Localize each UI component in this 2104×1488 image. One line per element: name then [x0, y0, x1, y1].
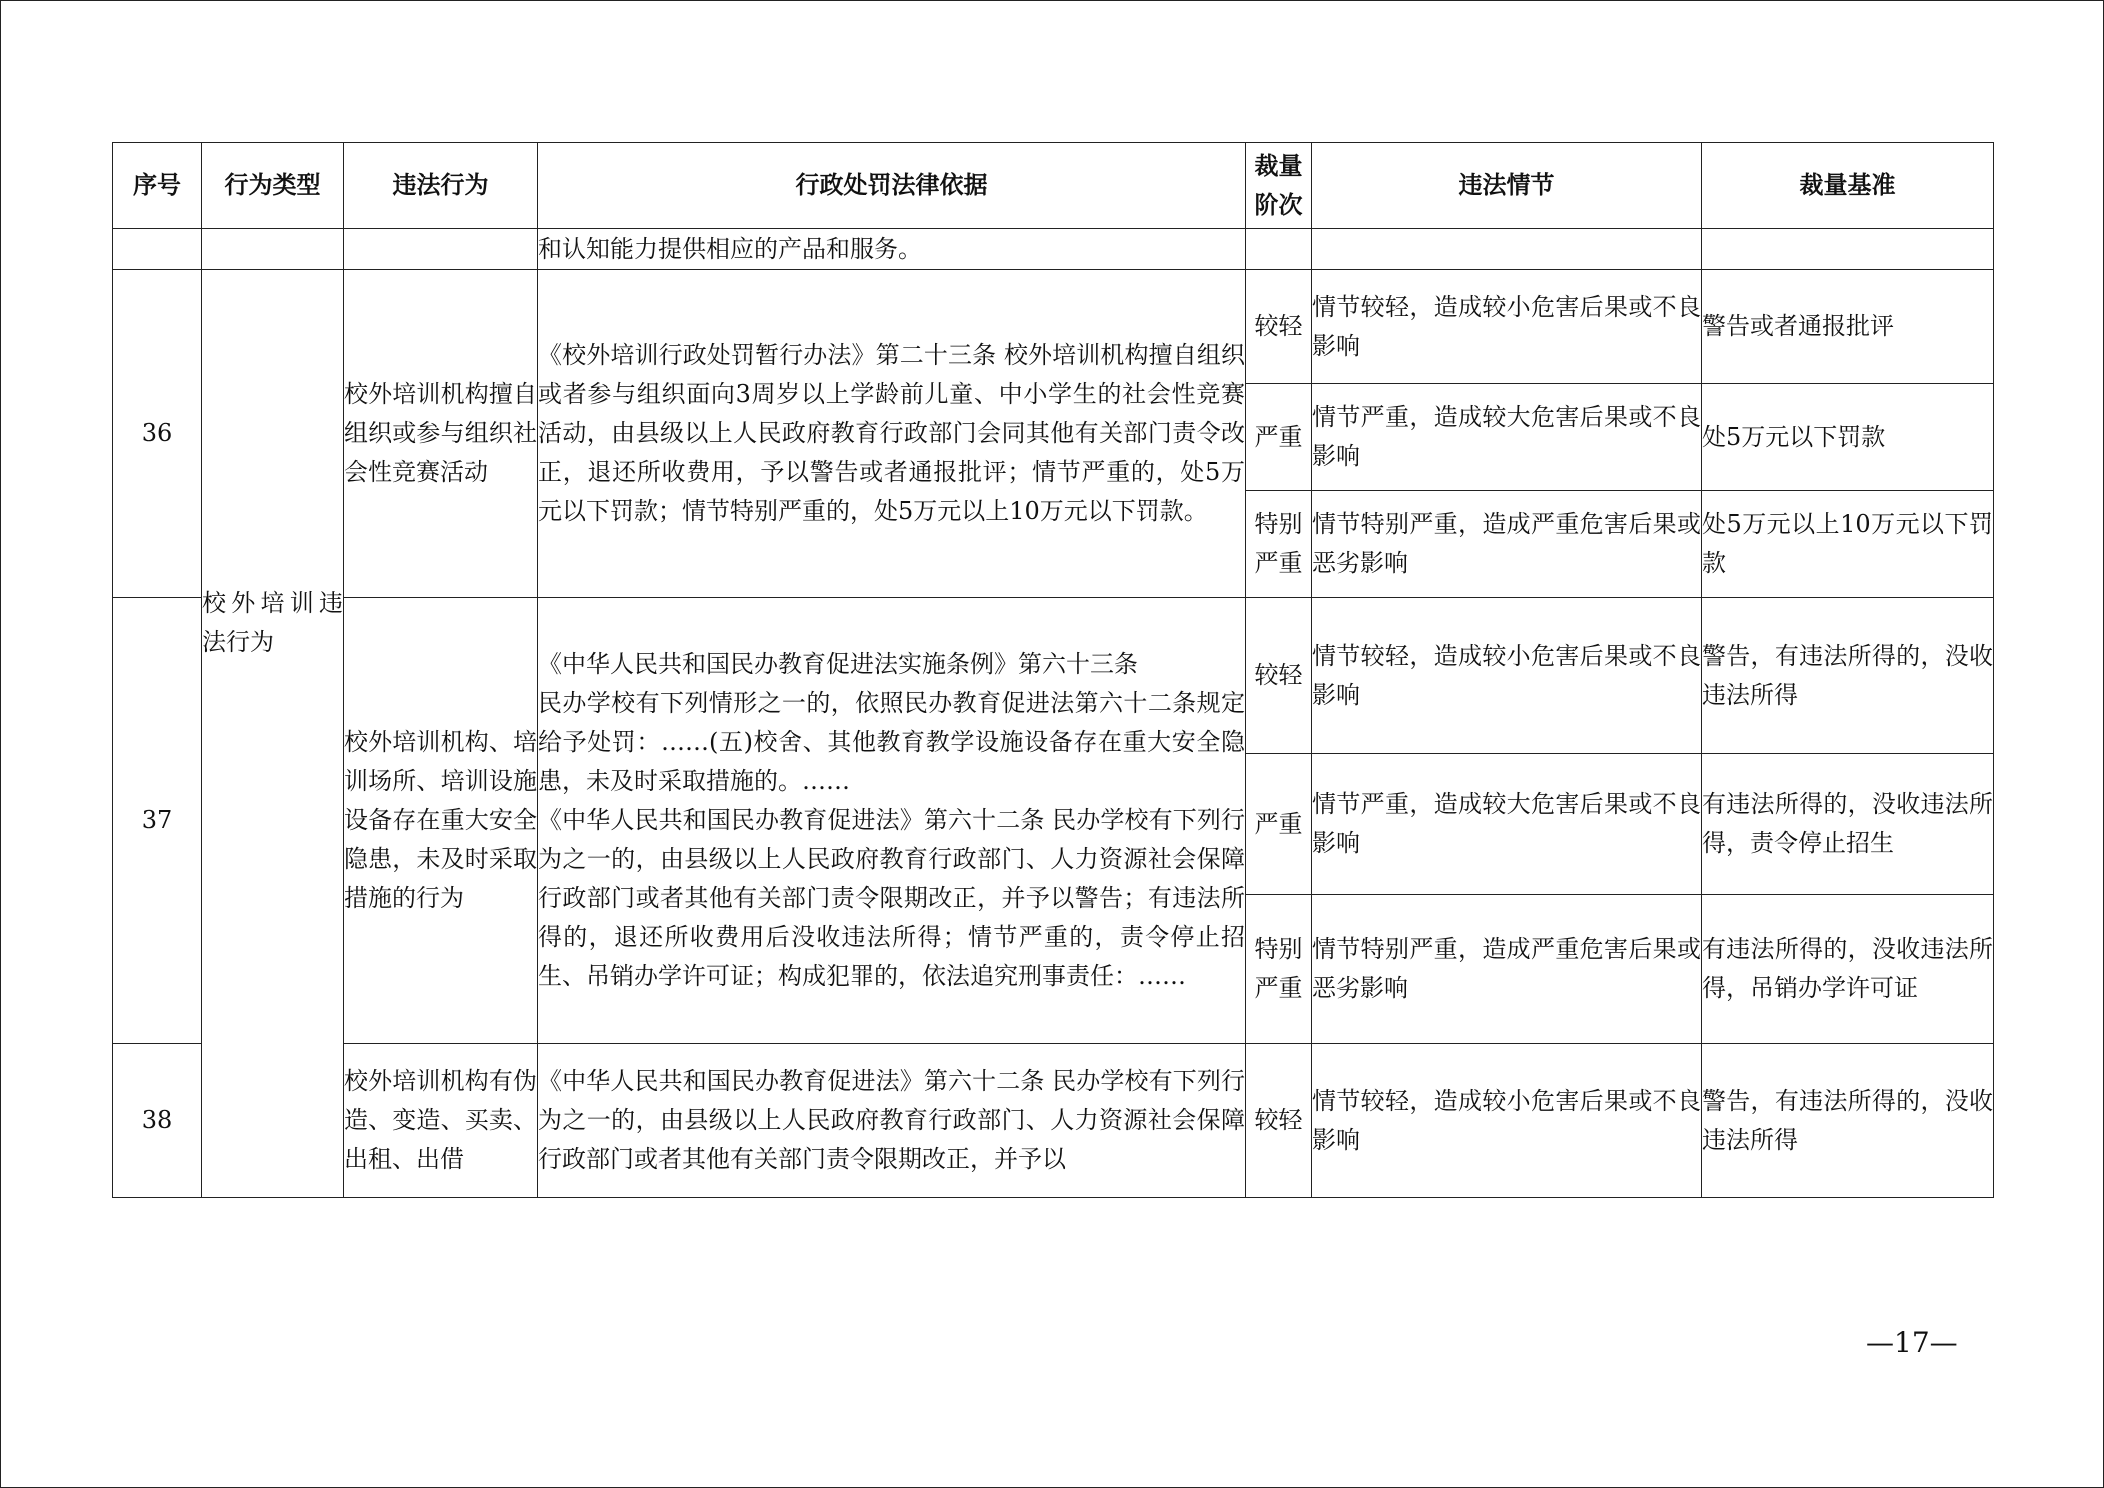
header-circumstance: 违法情节: [1312, 143, 1702, 229]
row-37-legal-basis: [538, 598, 1246, 1044]
table-row-36: [113, 270, 1994, 384]
row-37-std-3: 有违法所得的，没收违法所得，吊销办学许可证: [1702, 895, 1994, 1044]
row-37-basis-2: 民办学校有下列情形之一的，依照民办教育促进法第六十二条规定给予处罚：……(五)校舍、其他教育教学设施设备存在重大安全隐患，未及时采取措施的。……: [538, 689, 1245, 795]
row-36-no: 36: [113, 270, 202, 598]
table-row-38: [113, 1044, 1994, 1198]
row-37-circ-1: 情节较轻，造成较小危害后果或不良影响: [1312, 598, 1702, 754]
row-36-std-1: 警告或者通报批评: [1702, 270, 1994, 384]
row-37-circ-2: 情节严重，造成较大危害后果或不良影响: [1312, 754, 1702, 895]
penalty-discretion-table: [112, 142, 1994, 1198]
row-36-tier-1: 较轻: [1246, 270, 1312, 384]
row-37-tier-2: 严重: [1246, 754, 1312, 895]
header-type: 行为类型: [202, 143, 344, 229]
row-37-basis-3: 《中华人民共和国民办教育促进法》第六十二条 民办学校有下列行为之一的，由县级以上人民政府教育行政部门、人力资源社会保障行政部门或者其他有关部门责令限期改正，并予以警告；有违法所得的，退还所收费用后没收违法所得；情节严重的，责令停止招生、吊销办学许可证；构成犯罪的，依法追究刑事责任：……: [538, 806, 1245, 990]
behavior-type-cell-top: [202, 270, 344, 598]
header-tier: 裁量 阶次: [1246, 143, 1312, 229]
behavior-type-cell: [202, 588, 344, 1198]
row-36-act: 校外培训机构擅自组织或参与组织社会性竞赛活动: [344, 270, 538, 598]
continued-basis-text: 和认知能力提供相应的产品和服务。: [538, 229, 1246, 270]
row-36-circ-3: 情节特别严重，造成严重危害后果或恶劣影响: [1312, 491, 1702, 598]
row-36-tier-3: 特别严重: [1246, 491, 1312, 598]
row-37-tier-1: 较轻: [1246, 598, 1312, 754]
row-38-circ-1: 情节较轻，造成较小危害后果或不良影响: [1312, 1044, 1702, 1198]
header-standard: 裁量基准: [1702, 143, 1994, 229]
row-36-std-2: 处5万元以下罚款: [1702, 384, 1994, 491]
row-37-basis-1: 《中华人民共和国民办教育促进法实施条例》第六十三条: [538, 650, 1138, 678]
row-38-legal-basis: 《中华人民共和国民办教育促进法》第六十二条 民办学校有下列行为之一的，由县级以上人民政府教育行政部门、人力资源社会保障行政部门或者其他有关部门责令限期改正，并予以: [538, 1044, 1246, 1198]
continued-row: [113, 229, 1994, 270]
row-37-act: 校外培训机构、培训场所、培训设施设备存在重大安全隐患，未及时采取措施的行为: [344, 598, 538, 1044]
behavior-type-label: 校外培训违法行为: [202, 588, 343, 656]
row-36-tier-2: 严重: [1246, 384, 1312, 491]
row-37-std-2: 有违法所得的，没收违法所得，责令停止招生: [1702, 754, 1994, 895]
row-37-std-1: 警告，有违法所得的，没收违法所得: [1702, 598, 1994, 754]
header-basis: 行政处罚法律依据: [538, 143, 1246, 229]
row-36-circ-2: 情节严重，造成较大危害后果或不良影响: [1312, 384, 1702, 491]
row-36-legal-basis: 《校外培训行政处罚暂行办法》第二十三条 校外培训机构擅自组织或者参与组织面向3周岁以上学龄前儿童、中小学生的社会性竞赛活动，由县级以上人民政府教育行政部门会同其他有关部门责令改正，退还所收费用，予以警告或者通报批评；情节严重的，处5万元以下罚款；情节特别严重的，处5万元以上10万元以下罚款。: [538, 270, 1246, 598]
row-37-tier-3: 特别严重: [1246, 895, 1312, 1044]
row-37-circ-3: 情节特别严重，造成严重危害后果或恶劣影响: [1312, 895, 1702, 1044]
header-act: 违法行为: [344, 143, 538, 229]
table-row-37: [113, 598, 1994, 754]
header-no: 序号: [113, 143, 202, 229]
row-37-no: 37: [113, 598, 202, 1044]
row-36-std-3: 处5万元以上10万元以下罚款: [1702, 491, 1994, 598]
header-row: [113, 143, 1994, 229]
page-number: —17—: [1866, 1326, 1958, 1359]
row-38-no: 38: [113, 1044, 202, 1198]
row-38-std-1: 警告，有违法所得的，没收违法所得: [1702, 1044, 1994, 1198]
row-38-tier-1: 较轻: [1246, 1044, 1312, 1198]
row-36-circ-1: 情节较轻，造成较小危害后果或不良影响: [1312, 270, 1702, 384]
row-38-act: 校外培训机构有伪造、变造、买卖、出租、出借: [344, 1044, 538, 1198]
